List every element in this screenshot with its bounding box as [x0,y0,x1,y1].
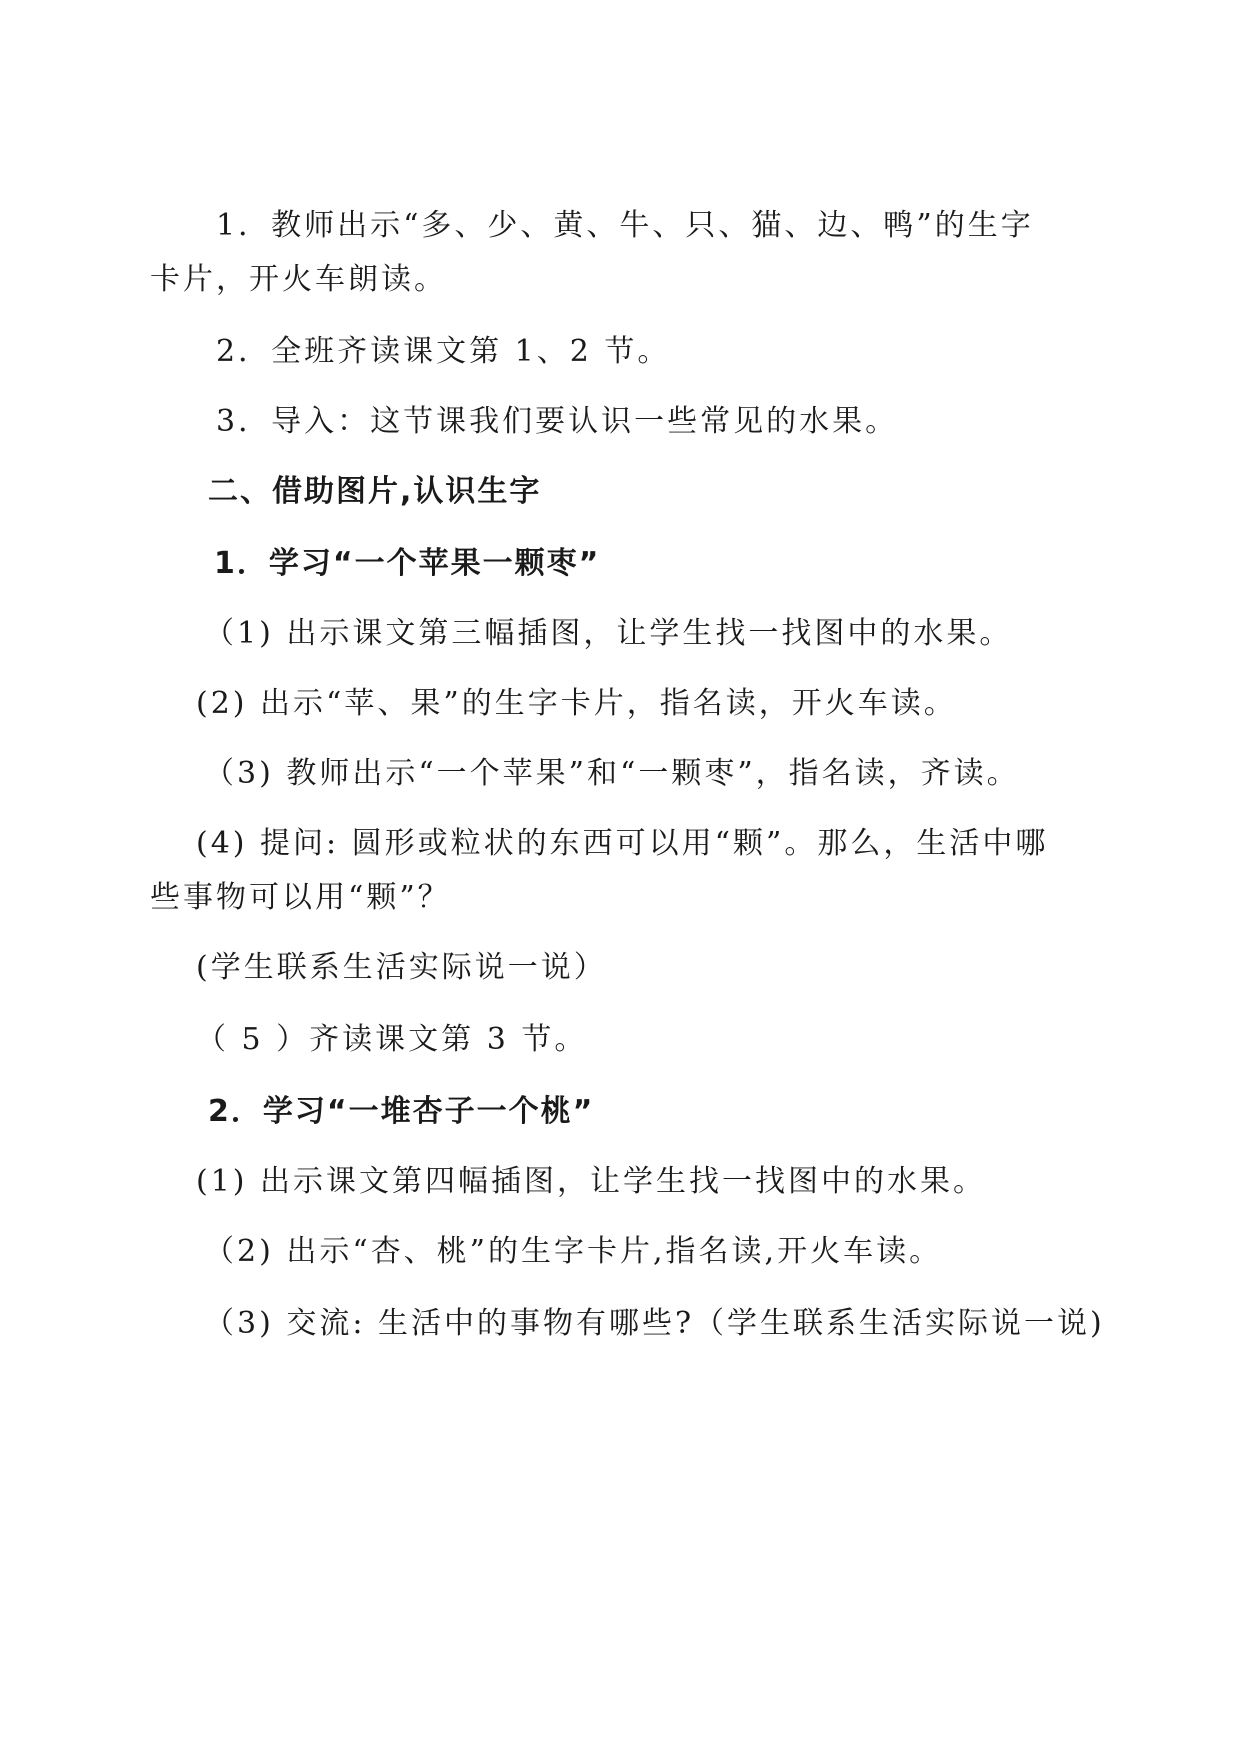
item-2-2: （2) 出示“杏、桃”的生字卡片,指名读,开火车读。 [204,1234,943,1269]
paragraph-3: 3．导入：这节课我们要认识一些常见的水果。 [216,404,899,439]
subheading-2: 2．学习“一堆杏子一个桃” [208,1094,595,1129]
item-1-5: （ 5 ）齐读课文第 3 节。 [196,1022,588,1057]
item-1-4-line-2: 些事物可以用“颗”？ [150,880,451,915]
item-2-3: （3) 交流: 生活中的事物有哪些?（学生联系生活实际说一说) [204,1306,1105,1341]
item-1-4-line-1: (4) 提问: 圆形或粒状的东西可以用“颗”。那么，生活中哪 [196,826,1049,861]
subheading-1: 1．学习“一个苹果一颗枣” [214,546,601,581]
item-1-3: （3) 教师出示“一个苹果”和“一颗枣”，指名读，齐读。 [204,756,1020,791]
item-2-1: (1) 出示课文第四幅插图，让学生找一找图中的水果。 [196,1164,987,1199]
item-1-note: (学生联系生活实际说一说） [196,950,607,985]
item-1-1: （1) 出示课文第三幅插图，让学生找一找图中的水果。 [204,616,1013,651]
section-heading-2: 二、借助图片,认识生字 [208,474,542,509]
paragraph-1-line-2: 卡片，开火车朗读。 [150,262,447,297]
paragraph-2: 2．全班齐读课文第 1、2 节。 [216,334,671,369]
item-1-2: (2) 出示“苹、果”的生字卡片，指名读，开火车读。 [196,686,957,721]
paragraph-1-line-1: 1．教师出示“多、少、黄、牛、只、猫、边、鸭”的生字 [216,208,1034,243]
